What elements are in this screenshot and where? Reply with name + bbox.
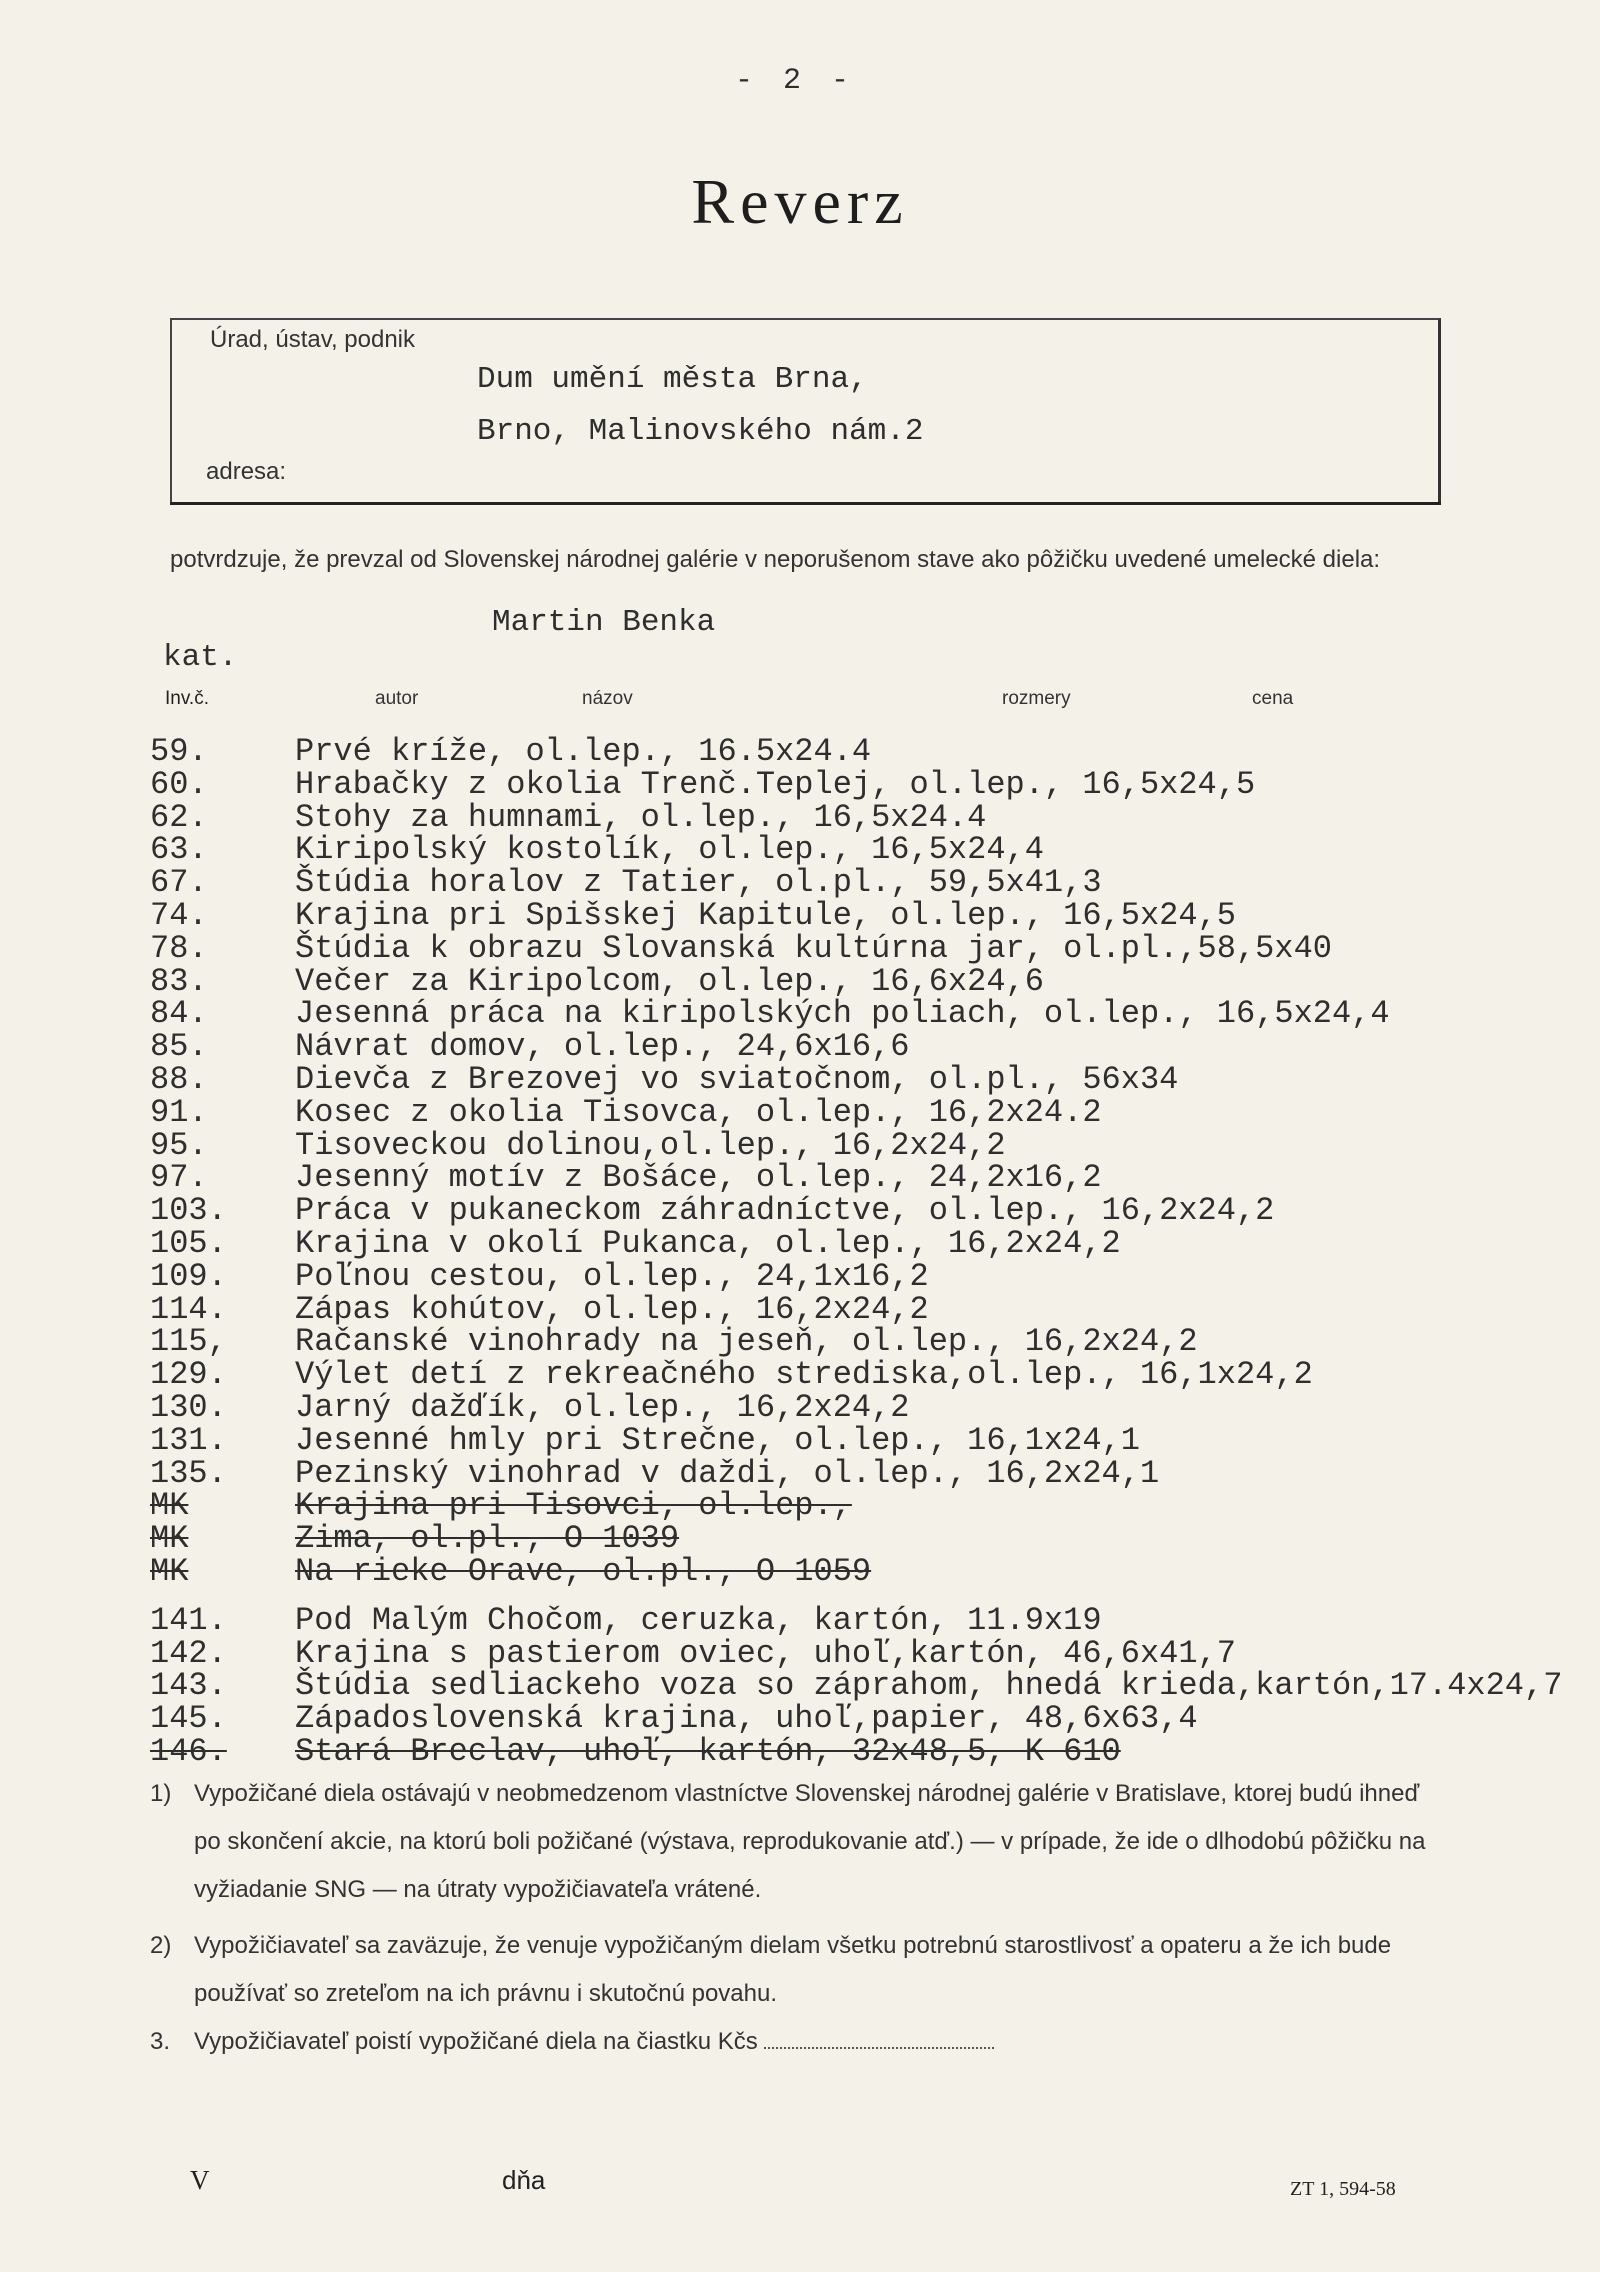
list-item xyxy=(150,765,1600,803)
item-text: Krajina pri Spišskej Kapitule, ol.lep., 16,5x24,5 xyxy=(295,896,1236,934)
list-item xyxy=(150,798,1600,836)
list-item xyxy=(150,896,1600,934)
amount-blank-line xyxy=(764,2047,994,2049)
item-text: Kiripolský kostolík, ol.lep., 16,5x24,4 xyxy=(295,831,1044,869)
note-3 xyxy=(150,2018,1450,2066)
kat-label: kat. xyxy=(163,640,238,675)
item-number: 141. xyxy=(150,1601,227,1639)
box-bottom-rule xyxy=(170,502,1441,505)
item-number: 95. xyxy=(150,1126,208,1164)
item-number: 129. xyxy=(150,1356,227,1394)
item-number: 142. xyxy=(150,1634,227,1672)
item-number: 60. xyxy=(150,765,208,803)
list-item xyxy=(150,1421,1600,1459)
item-number: 109. xyxy=(150,1257,227,1295)
item-text: Štúdia sedliackeho voza so záprahom, hnedá krieda,kartón,17.4x24,7 xyxy=(295,1667,1563,1705)
list-item-struck xyxy=(150,1487,1600,1525)
address-label: adresa: xyxy=(206,458,287,485)
item-text: Račanské vinohrady na jeseň, ol.lep., 16,2x24,2 xyxy=(295,1323,1198,1361)
item-text: Večer za Kiripolcom, ol.lep., 16,6x24,6 xyxy=(295,962,1044,1000)
item-text: Stohy za humnami, ol.lep., 16,5x24.4 xyxy=(295,798,987,836)
list-item xyxy=(150,1192,1600,1230)
list-item-struck xyxy=(150,1552,1600,1590)
artwork-list xyxy=(150,733,1600,1770)
list-item xyxy=(150,733,1600,770)
confirmation-text: potvrdzuje, že prevzal od Slovenskej národnej galérie v neporušenom stave ako pôžičku uvedené umelecké diela: xyxy=(170,546,1381,573)
list-item xyxy=(150,1700,1600,1738)
item-text: Štúdia horalov z Tatier, ol.pl., 59,5x41,3 xyxy=(295,864,1102,902)
item-number: 114. xyxy=(150,1290,227,1328)
item-number: 115, xyxy=(150,1323,227,1361)
office-label: Úrad, ústav, podnik xyxy=(210,326,415,353)
date-label: dňa xyxy=(502,2165,546,2195)
item-text: Jarný dažďík, ol.lep., 16,2x24,2 xyxy=(295,1388,910,1426)
item-text: Dievča z Brezovej vo sviatočnom, ol.pl., 56x34 xyxy=(295,1060,1179,1098)
item-number: 105. xyxy=(150,1224,227,1262)
note-text: Vypožičiavateľ sa zaväzuje, že venuje vypožičaným dielam všetku potrebnú starostlivosť a opateru a že ich bude používať so zreteľom na ich právnu i skutočnú povahu. xyxy=(194,1932,1392,2007)
item-text: Prvé kríže, ol.lep., 16.5x24.4 xyxy=(295,733,872,770)
note-number: 1) xyxy=(150,1780,172,1807)
note-text: Vypožičiavateľ poistí vypožičané diela na čiastku Kčs xyxy=(194,2028,758,2055)
item-number: 130. xyxy=(150,1388,227,1426)
item-number: 146. xyxy=(150,1732,227,1770)
item-text: Na rieke Orave, ol.pl., O 1059 xyxy=(295,1552,872,1590)
note-1 xyxy=(150,1770,1450,1914)
item-text: Krajina pri Tisovci, ol.lep., xyxy=(295,1487,852,1525)
list-item xyxy=(150,1667,1600,1705)
item-text: Pezinský vinohrad v daždi, ol.lep., 16,2x24,1 xyxy=(295,1454,1160,1492)
item-text: Poľnou cestou, ol.lep., 24,1x16,2 xyxy=(295,1257,929,1295)
item-number: 103. xyxy=(150,1192,227,1230)
form-code: ZT 1, 594-58 xyxy=(1290,2178,1396,2200)
list-item xyxy=(150,1257,1600,1295)
column-header-cena: cena xyxy=(1252,688,1294,709)
page-number: - 2 - xyxy=(735,64,856,98)
list-item xyxy=(150,962,1600,1000)
column-header-rozmery: rozmery xyxy=(1002,688,1071,709)
list-item xyxy=(150,1323,1600,1361)
list-item xyxy=(150,831,1600,869)
note-text: Vypožičané diela ostávajú v neobmedzenom vlastníctve Slovenskej národnej galérie v Bratislave, ktorej budú ihneď po skončení akcie, na ktorú boli požičané (výstava, reprodukovanie atď.) — v prípade, že ide o dlhodobú pôžičku na vyžiadanie SNG — na útraty vypožičiavateľa vrátené. xyxy=(194,1780,1426,1903)
list-item-struck xyxy=(150,1520,1600,1558)
list-item xyxy=(150,995,1600,1033)
item-text: Jesenný motív z Bošáce, ol.lep., 24,2x16,2 xyxy=(295,1159,1102,1197)
item-number: 85. xyxy=(150,1028,208,1066)
item-text: Pod Malým Chočom, ceruzka, kartón, 11.9x19 xyxy=(295,1601,1102,1639)
list-item xyxy=(150,1224,1600,1262)
item-text: Stará Breclav, uhoľ, kartón, 32x48,5, K 610 xyxy=(295,1732,1121,1770)
list-item xyxy=(150,1634,1600,1672)
item-text: Návrat domov, ol.lep., 24,6x16,6 xyxy=(295,1028,910,1066)
list-item xyxy=(150,1601,1600,1639)
list-item xyxy=(150,1126,1600,1164)
item-text: Práca v pukaneckom záhradníctve, ol.lep., 16,2x24,2 xyxy=(295,1192,1275,1230)
item-text: Západoslovenská krajina, uhoľ,papier, 48,6x63,4 xyxy=(295,1700,1198,1738)
institution-name: Dum umění města Brna, xyxy=(477,362,868,397)
item-number: 78. xyxy=(150,929,208,967)
note-2 xyxy=(150,1922,1450,2018)
item-text: Zápas kohútov, ol.lep., 16,2x24,2 xyxy=(295,1290,929,1328)
list-item-struck xyxy=(150,1732,1600,1770)
item-number: 84. xyxy=(150,995,208,1033)
item-number: 62. xyxy=(150,798,208,836)
item-number: MK xyxy=(150,1487,189,1525)
list-item xyxy=(150,929,1600,967)
item-number: MK xyxy=(150,1520,189,1558)
item-text: Jesenné hmly pri Strečne, ol.lep., 16,1x24,1 xyxy=(295,1421,1140,1459)
item-number: 59. xyxy=(150,733,208,770)
item-text: Kosec z okolia Tisovca, ol.lep., 16,2x24.2 xyxy=(295,1093,1102,1131)
item-text: Hrabačky z okolia Trenč.Teplej, ol.lep., 16,5x24,5 xyxy=(295,765,1256,803)
list-item xyxy=(150,1290,1600,1328)
item-number: 63. xyxy=(150,831,208,869)
list-item xyxy=(150,1356,1600,1394)
list-item xyxy=(150,1159,1600,1197)
item-number: 83. xyxy=(150,962,208,1000)
item-number: 143. xyxy=(150,1667,227,1705)
item-number: 67. xyxy=(150,864,208,902)
list-item xyxy=(150,864,1600,902)
note-number: 3. xyxy=(150,2028,171,2055)
item-text: Krajina v okolí Pukanca, ol.lep., 16,2x24,2 xyxy=(295,1224,1121,1262)
item-text: Výlet detí z rekreačného strediska,ol.lep., 16,1x24,2 xyxy=(295,1356,1313,1394)
item-number: 74. xyxy=(150,896,208,934)
item-number: 97. xyxy=(150,1159,208,1197)
list-item xyxy=(150,1028,1600,1066)
item-text: Tisoveckou dolinou,ol.lep., 16,2x24,2 xyxy=(295,1126,1006,1164)
list-item xyxy=(150,1454,1600,1492)
item-number: MK xyxy=(150,1552,189,1590)
inv-label: Inv.č. xyxy=(165,688,209,709)
document-title: Reverz xyxy=(691,166,909,237)
item-number: 88. xyxy=(150,1060,208,1098)
item-number: 135. xyxy=(150,1454,227,1492)
column-header-nazov: názov xyxy=(582,688,633,709)
list-item xyxy=(150,1093,1600,1131)
institution-box xyxy=(170,318,1441,504)
column-header-autor: autor xyxy=(375,688,419,709)
note-number: 2) xyxy=(150,1932,172,1959)
item-text: Štúdia k obrazu Slovanská kultúrna jar, ol.pl.,58,5x40 xyxy=(295,929,1332,967)
institution-address: Brno, Malinovského nám.2 xyxy=(477,414,924,449)
item-text: Zima, ol.pl., O 1039 xyxy=(295,1520,680,1558)
item-text: Krajina s pastierom oviec, uhoľ,kartón, 46,6x41,7 xyxy=(295,1634,1236,1672)
terms-notes xyxy=(150,1770,1450,2066)
item-text: Jesenná práca na kiripolských poliach, ol.lep., 16,5x24,4 xyxy=(295,995,1390,1033)
author-name: Martin Benka xyxy=(492,605,716,640)
item-number: 131. xyxy=(150,1421,227,1459)
list-item xyxy=(150,1388,1600,1426)
place-label: V xyxy=(190,2165,210,2195)
item-number: 91. xyxy=(150,1093,208,1131)
list-item xyxy=(150,1060,1600,1098)
item-number: 145. xyxy=(150,1700,227,1738)
